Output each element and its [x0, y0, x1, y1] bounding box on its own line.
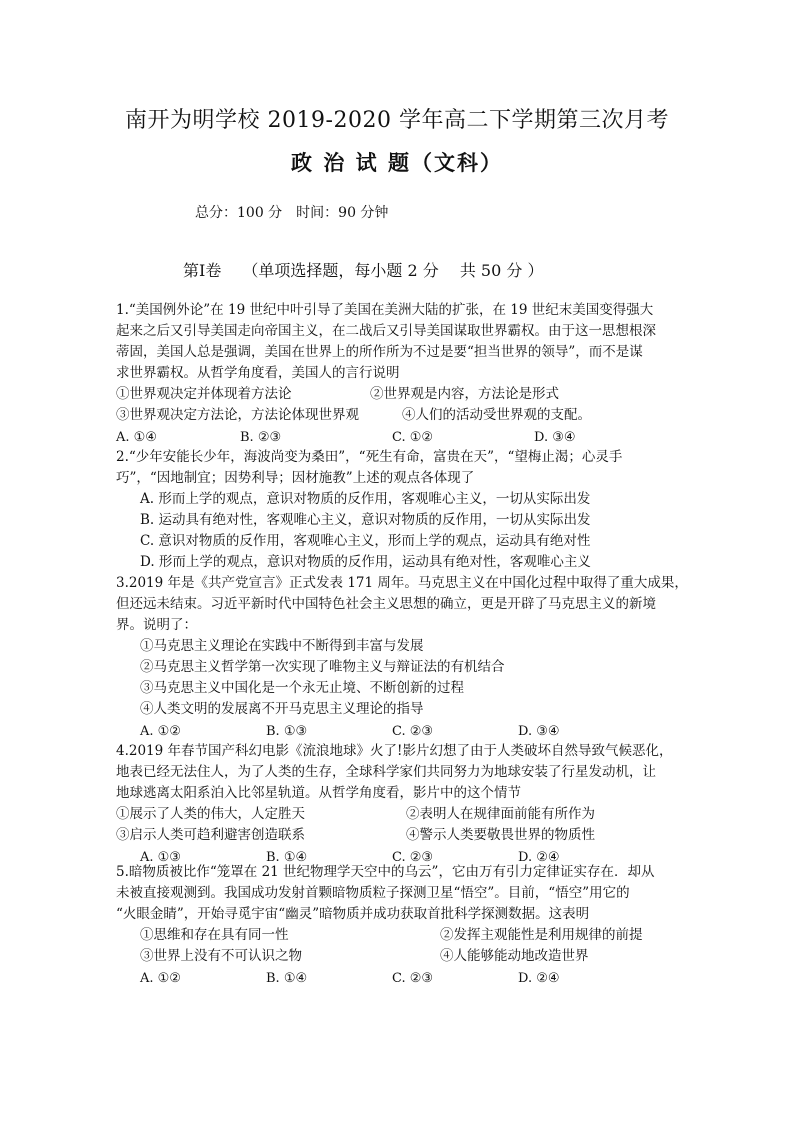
question-stem-line: 但还远未结束。习近平新时代中国特色社会主义思想的确立，更是开辟了马克思主义的新境 — [116, 596, 656, 612]
answer-a: A. ①③ — [140, 850, 181, 865]
option-2: ②马克思主义哲学第一次实现了唯物主义与辩证法的有机结合 — [140, 659, 505, 675]
question-stem-line: 地表已经无法住人，为了人类的生存，全球科学家们共同努力为地球安装了行星发动机，让 — [116, 764, 656, 780]
option-1: ①马克思主义理论在实践中不断得到丰富与发展 — [140, 638, 424, 654]
option-2: ②发挥主观能性是利用规律的前提 — [440, 927, 643, 943]
page-subtitle: 政 治 试 题（文科） — [291, 150, 503, 175]
answer-b: B. 运动具有绝对性，客观唯心主义，意识对物质的反作用，一切从实际出发 — [140, 512, 591, 528]
answer-c: C. ②③ — [392, 850, 434, 865]
option-1: ①展示了人类的伟大，人定胜天 — [116, 806, 305, 822]
option-2: ②世界观是内容，方法论是形式 — [370, 386, 559, 402]
answer-d: D. 形而上学的观点，意识对物质的反作用，运动具有绝对性，客观唯心主义 — [140, 554, 591, 570]
question-stem-line: 3.2019 年是《共产党宣言》正式发表 171 周年。马克思主义在中国化过程中取得了重大成果， — [116, 575, 688, 591]
answer-d: D. ③④ — [534, 430, 576, 445]
answer-b: B. ②③ — [240, 430, 282, 445]
option-3: ③马克思主义中国化是一个永无止境、不断创新的过程 — [140, 680, 464, 696]
answer-d: D. ③④ — [518, 724, 560, 739]
question-stem-line: “火眼金睛”，开始寻觅宇宙“幽灵”暗物质并成功获取首批科学探测数据。这表明 — [116, 906, 590, 922]
question-stem-line: 界。说明了： — [116, 617, 197, 633]
question-stem-line: 起来之后又引导美国走向帝国主义，在二战后又引导美国谋取世界霸权。由于这一思想根深 — [116, 323, 656, 339]
answer-a: A. ①② — [140, 971, 181, 986]
answer-b: B. ①③ — [266, 724, 308, 739]
question-stem-line: 5.暗物质被比作“笼罩在 21 世纪物理学天空中的乌云”，它由万有引力定律证实存在．却从 — [116, 864, 655, 880]
option-3: ③启示人类可趋利避害创造联系 — [116, 827, 305, 843]
question-stem-line: 求世界霸权。从哲学角度看，美国人的言行说明 — [116, 365, 400, 381]
option-1: ①思维和存在具有同一性 — [140, 927, 289, 943]
answer-a: A. ①② — [140, 724, 181, 739]
option-3: ③世界上没有不可认识之物 — [140, 948, 302, 964]
option-4: ④人们的活动受世界观的支配。 — [402, 407, 591, 423]
answer-b: B. ①④ — [266, 971, 308, 986]
option-3: ③世界观决定方法论，方法论体现世界观 — [116, 407, 359, 423]
question-stem-line: 2.“少年安能长少年，海波尚变为桑田”，“死生有命，富贵在天”，“望梅止渴；心灵手 — [116, 449, 623, 465]
question-stem-line: 1.“美国例外论”在 19 世纪中叶引导了美国在美洲大陆的扩张，在 19 世纪末美国变得强大 — [116, 302, 654, 318]
answer-d: D. ②④ — [518, 971, 560, 986]
option-4: ④人能够能动地改造世界 — [440, 948, 589, 964]
answer-c: C. ②③ — [392, 971, 434, 986]
option-4: ④警示人类要敬畏世界的物质性 — [406, 827, 595, 843]
answer-a: A. 形而上学的观点，意识对物质的反作用，客观唯心主义，一切从实际出发 — [140, 491, 591, 507]
question-stem-line: 4.2019 年春节国产科幻电影《流浪地球》火了!影片幻想了由于人类破坏自然导致气候恶化， — [116, 743, 673, 759]
answer-c: C. 意识对物质的反作用，客观唯心主义，形而上学的观点，运动具有绝对性 — [140, 533, 591, 549]
option-1: ①世界观决定并体现着方法论 — [116, 386, 292, 402]
exam-meta: 总分：100 分 时间：90 分钟 — [195, 205, 389, 221]
question-stem-line: 地球逃离太阳系泊入比邻星轨道。从哲学角度看，影片中的这个情节 — [116, 785, 521, 801]
answer-d: D. ②④ — [518, 850, 560, 865]
question-stem-line: 巧”，“因地制宜；因势利导；因材施教”上述的观点各体现了 — [116, 470, 475, 486]
answer-a: A. ①④ — [116, 430, 157, 445]
page-title: 南开为明学校 2019-2020 学年高二下学期第三次月考 — [125, 108, 669, 133]
option-4: ④人类文明的发展离不开马克思主义理论的指导 — [140, 701, 424, 717]
option-2: ②表明人在规律面前能有所作为 — [406, 806, 595, 822]
question-stem-line: 未被直接观测到。我国成功发射首颗暗物质粒子探测卫星“悟空”。目前，“悟空”用它的 — [116, 885, 630, 901]
answer-c: C. ①② — [392, 430, 434, 445]
section-heading: 第Ⅰ卷 （单项选择题，每小题 2 分 共 50 分 ） — [183, 261, 544, 280]
answer-b: B. ①④ — [266, 850, 308, 865]
answer-c: C. ②③ — [392, 724, 434, 739]
question-stem-line: 蒂固，美国人总是强调，美国在世界上的所作所为不过是要“担当世界的领导”，而不是谋 — [116, 344, 643, 360]
